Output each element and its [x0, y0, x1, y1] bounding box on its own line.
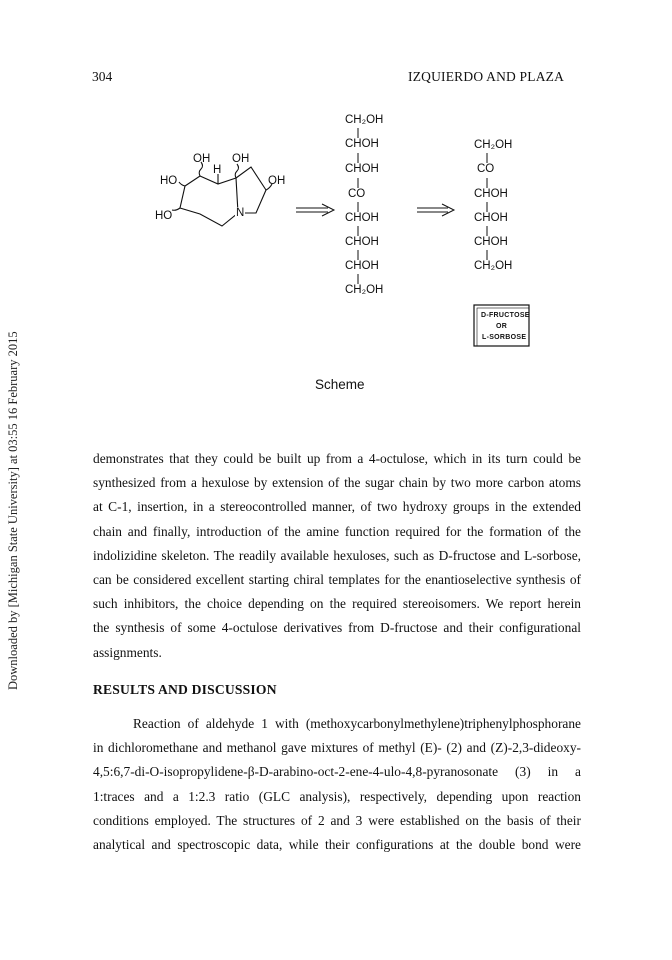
text-line: Reaction of aldehyde 1 with (methoxycarbonylmethylene)triphenylphosphorane: [133, 716, 581, 731]
text-line: chain and finally, introduction of the amine function required for the formation of the: [93, 523, 581, 539]
label-ho-left: HO: [160, 175, 178, 187]
octulose-c2: CHOH: [345, 138, 379, 150]
hexulose-c1: CH₂OH: [474, 139, 513, 151]
text-line: conditions employed. The structures of 2 and 3 were established on the basis of their: [93, 812, 581, 828]
label-oh-top-left: OH: [193, 153, 211, 165]
octulose-c1: CH₂OH: [345, 114, 384, 126]
octulose-c6: CHOH: [345, 236, 379, 248]
box-label-or: OR: [496, 323, 508, 330]
section-heading: RESULTS AND DISCUSSION: [93, 682, 277, 697]
label-n: N: [236, 207, 245, 219]
text-line: assignments.: [93, 644, 162, 660]
text-line: can be considered excellent starting chiral templates for the enantioselective synthesis of: [93, 571, 581, 587]
body-paragraph-1: [93, 447, 581, 665]
octulose-c8: CH₂OH: [345, 284, 384, 296]
text-line: 4,5:6,7-di-O-isopropylidene-β-D-arabino-oct-2-ene-4-ulo-4,8-pyranosonate (3) in a: [93, 764, 581, 780]
hexulose-c3: CHOH: [474, 188, 508, 200]
body-paragraph-2: [93, 712, 581, 857]
octulose-c4: CO: [348, 188, 366, 200]
text-line: 1:traces and a 1:2.3 ratio (GLC analysis), respectively, depending upon reaction: [93, 788, 581, 804]
box-label-fructose: D-FRUCTOSE: [481, 312, 530, 319]
text-line: in dichloromethane and methanol gave mixtures of methyl (E)- (2) and (Z)-2,3-dideoxy-: [93, 740, 581, 756]
page-number: 304: [92, 69, 113, 84]
label-ho-bottom: HO: [155, 210, 173, 222]
scheme-caption: Scheme: [315, 377, 365, 392]
text-line: indolizidine skeleton. The readily available hexuloses, such as D-fructose and L-sorbose,: [93, 547, 581, 563]
text-line: such inhibitors, the choice depending on the required stereoisomers. We report herein: [93, 596, 581, 612]
label-oh-right: OH: [268, 175, 286, 187]
octulose-c5: CHOH: [345, 212, 379, 224]
text-line: synthesized from a hexulose by extension of the sugar chain by two more carbon atoms: [93, 475, 581, 491]
octulose-c7: CHOH: [345, 260, 379, 272]
reaction-scheme: [0, 0, 672, 400]
indolizidine-structure: [0, 0, 672, 400]
text-line: the synthesis of some 4-octulose derivatives from D-fructose and their configurational: [93, 620, 581, 636]
hexulose-c6: CH₂OH: [474, 260, 513, 272]
label-h: H: [213, 164, 222, 176]
box-label-sorbose: L-SORBOSE: [482, 334, 527, 341]
octulose-c3: CHOH: [345, 163, 379, 175]
hexulose-c4: CHOH: [474, 212, 508, 224]
running-head: IZQUIERDO AND PLAZA: [408, 69, 565, 84]
text-line: at C-1, insertion, in a stereocontrolled manner, of two hydroxy groups in the extended: [93, 499, 581, 515]
text-line: demonstrates that they could be built up from a 4-octulose, which in its turn could be: [93, 451, 581, 466]
label-oh-top-right: OH: [232, 153, 250, 165]
download-watermark: Downloaded by [Michigan State University] at 03:55 16 February 2015: [6, 331, 20, 690]
hexulose-c5: CHOH: [474, 236, 508, 248]
hexulose-c2: CO: [477, 163, 495, 175]
text-line: analytical and spectroscopic data, while their configurations at the double bond were: [93, 836, 581, 852]
